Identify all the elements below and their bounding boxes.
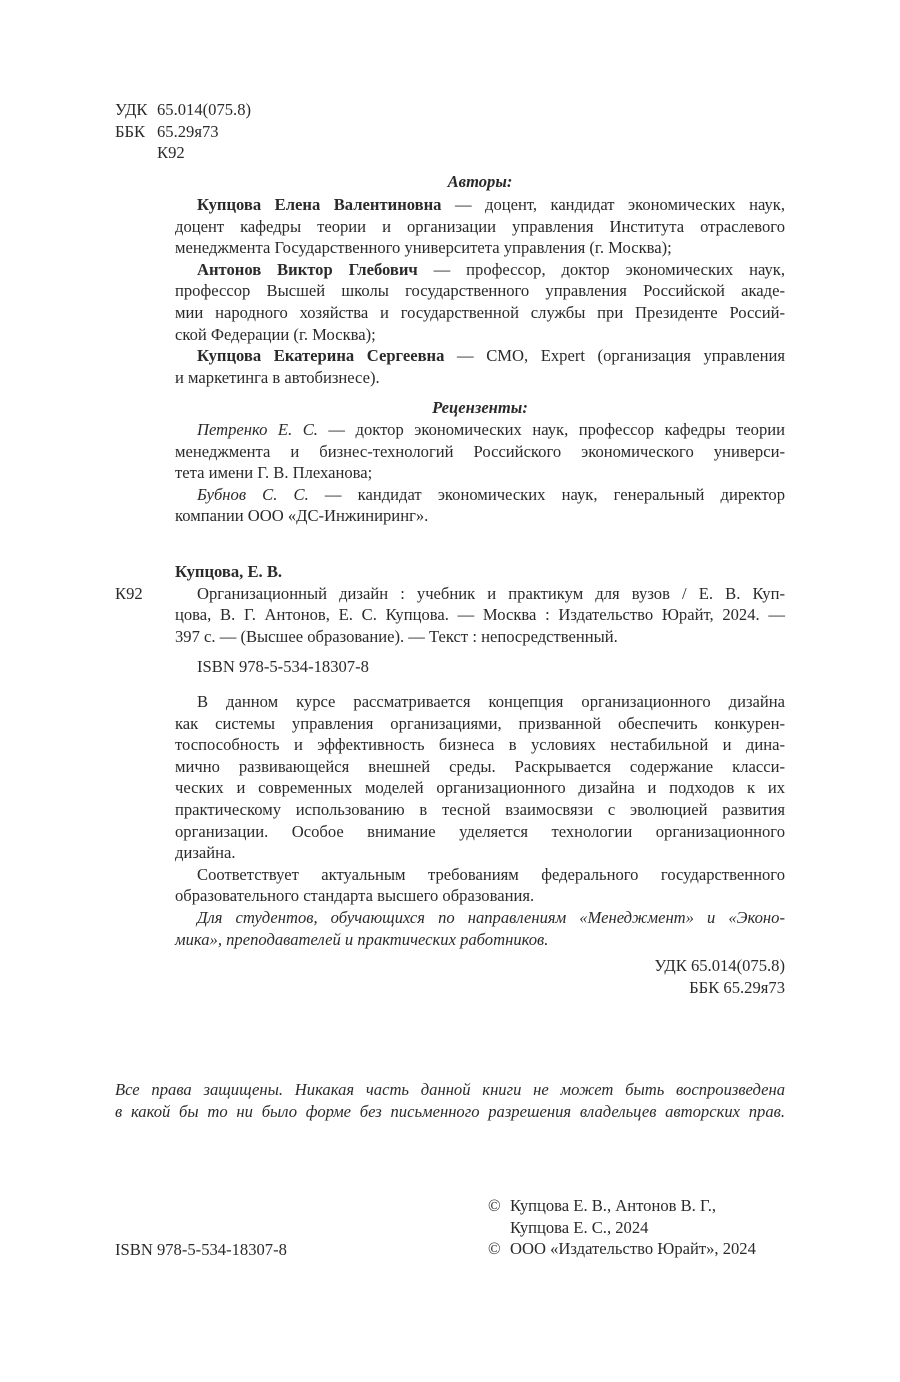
copyright-authors-cont: Купцова Е. С., 2024 bbox=[510, 1217, 649, 1237]
rights-line: Все права защищены. Никакая часть данной книги не может быть воспроизведена bbox=[115, 1080, 785, 1099]
udk-label: УДК bbox=[115, 100, 148, 119]
line-text: — доцент, кандидат экономических наук, bbox=[441, 195, 785, 214]
text-line bbox=[175, 345, 785, 367]
text-line: Соответствует актуальным требованиям федерального государственного bbox=[197, 864, 785, 884]
line-text: — кандидат экономических наук, генеральный директор bbox=[308, 484, 785, 504]
bbk-label: ББК bbox=[115, 121, 146, 141]
text-line: дизайна. bbox=[175, 843, 236, 863]
person-name: Купцова Екатерина Сергеевна bbox=[197, 346, 445, 366]
bbk-value: 65.29я73 bbox=[157, 121, 219, 141]
text-line bbox=[175, 216, 785, 238]
text-line bbox=[175, 302, 785, 324]
text-line bbox=[175, 462, 785, 484]
line-text: — CMO, Expert (организация управления bbox=[444, 346, 786, 366]
text-line bbox=[175, 237, 785, 259]
authors-section bbox=[175, 171, 785, 388]
text-line: образовательного стандарта высшего образования. bbox=[175, 886, 535, 906]
text-line bbox=[175, 259, 785, 281]
text-line: практическому использованию в тесной взаимосвязи с эволюцией развития bbox=[175, 799, 785, 819]
line-text: менеджмента и бизнес-технологий Российского экономического универси- bbox=[175, 441, 785, 461]
rights-notice bbox=[115, 1079, 785, 1122]
text-line: как системы управления организациями, призванной обеспечить конкурен- bbox=[175, 713, 785, 733]
rights-line: в какой бы то ни было форме без письменного разрешения владельцев авторских прав. bbox=[115, 1101, 785, 1121]
person-name: Антонов Виктор Глебович bbox=[197, 259, 418, 279]
text-line: В данном курсе рассматривается концепция организационного дизайна bbox=[197, 692, 785, 711]
person-name: Петренко Е. С. bbox=[197, 420, 318, 439]
abstract-bbk: ББК 65.29я73 bbox=[689, 977, 785, 997]
copyright-symbol: © bbox=[488, 1196, 501, 1215]
line-text: мии народного хозяйства и государственной службы при Президенте Россий- bbox=[175, 302, 785, 322]
text-line bbox=[175, 367, 785, 389]
text-line bbox=[175, 194, 785, 216]
line-text: тета имени Г. В. Плеханова; bbox=[175, 463, 373, 483]
udk-value: 65.014(075.8) bbox=[157, 100, 252, 119]
text-line: тоспособность и эффективность бизнеса в условиях нестабильной и дина- bbox=[175, 735, 785, 755]
copyright-symbol: © bbox=[488, 1239, 501, 1259]
text-line bbox=[175, 324, 785, 346]
text-line bbox=[175, 441, 785, 463]
copyright-publisher: ООО «Издательство Юрайт», 2024 bbox=[510, 1239, 756, 1259]
bib-line: цова, В. Г. Антонов, Е. С. Купцова. — Москва : Издательство Юрайт, 2024. — bbox=[175, 605, 785, 625]
author-sign: К92 bbox=[157, 143, 185, 163]
text-line bbox=[175, 280, 785, 302]
copyright-authors: Купцова Е. В., Антонов В. Г., bbox=[510, 1196, 716, 1215]
abstract-udk: УДК 65.014(075.8) bbox=[654, 956, 785, 976]
text-line bbox=[175, 505, 785, 527]
line-text: ской Федерации (г. Москва); bbox=[175, 324, 376, 344]
bibliographic-record bbox=[175, 561, 785, 678]
person-name: Купцова Елена Валентиновна bbox=[197, 195, 442, 214]
bib-line: 397 с. — (Высшее образование). — Текст : непосредственный. bbox=[175, 626, 618, 646]
text-line bbox=[175, 484, 785, 506]
line-text: — профессор, доктор экономических наук, bbox=[417, 259, 785, 279]
classification-codes bbox=[115, 99, 251, 164]
reviewers-section bbox=[175, 397, 785, 527]
line-text: и маркетинга в автобизнесе). bbox=[175, 367, 380, 387]
line-text: профессор Высшей школы государственного управления Российской акаде- bbox=[175, 281, 785, 301]
line-text: — доктор экономических наук, профессор кафедры теории bbox=[317, 420, 786, 439]
abstract bbox=[175, 691, 785, 998]
person-name: Бубнов С. С. bbox=[197, 484, 309, 504]
line-text: доцент кафедры теории и организации управления Института отраслевого bbox=[175, 216, 785, 236]
text-line: ческих и современных моделей организационного дизайна и подходов к их bbox=[175, 778, 785, 798]
text-line: организации. Особое внимание уделяется технологии организационного bbox=[175, 821, 785, 841]
copyright-block bbox=[488, 1195, 756, 1260]
reviewers-heading: Рецензенты: bbox=[432, 398, 528, 417]
line-text: компании ООО «ДС-Инжиниринг». bbox=[175, 506, 429, 526]
bib-author: Купцова, Е. В. bbox=[175, 562, 283, 581]
bib-sign: К92 bbox=[115, 584, 143, 603]
text-line: Для студентов, обучающихся по направлениям «Менеджмент» и «Эконо- bbox=[197, 907, 785, 927]
bib-line: Организационный дизайн : учебник и практикум для вузов / Е. В. Куп- bbox=[197, 583, 785, 603]
text-line bbox=[175, 419, 785, 441]
bib-isbn: ISBN 978-5-534-18307-8 bbox=[197, 657, 369, 677]
text-line: мика», преподавателей и практических работников. bbox=[175, 929, 549, 949]
footer-isbn: ISBN 978-5-534-18307-8 bbox=[115, 1240, 287, 1259]
text-line: мично развивающейся внешней среды. Раскрывается содержание класси- bbox=[175, 756, 785, 776]
authors-heading: Авторы: bbox=[447, 172, 513, 191]
line-text: менеджмента Государственного университета управления (г. Москва); bbox=[175, 238, 672, 258]
